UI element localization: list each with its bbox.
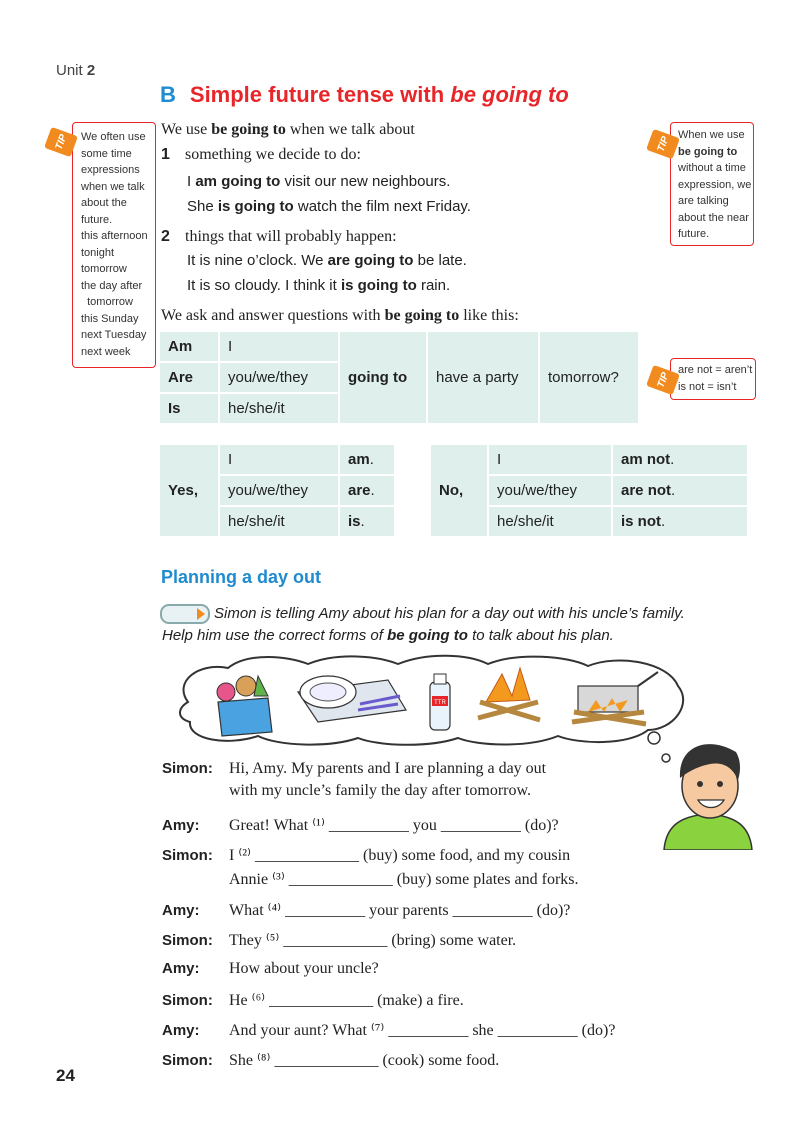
example-4: It is so cloudy. I think it is going to rain. xyxy=(187,277,451,294)
dialogue-line xyxy=(162,760,546,800)
tip-line: this Sunday xyxy=(81,312,139,325)
point-2: 2 things that will probably happen: xyxy=(161,228,397,245)
tip-box-time-expressions xyxy=(72,122,156,368)
tip-line: tomorrow xyxy=(81,296,133,308)
example-1: I am going to visit our new neighbours. xyxy=(187,173,451,190)
section-letter: B xyxy=(160,82,176,107)
going-to-cell: going to xyxy=(348,369,408,386)
tip-line: some time xyxy=(81,147,132,160)
water-bottle-icon xyxy=(430,674,450,730)
instruction-line-2: Help him use the correct forms of be going to to talk about his plan. xyxy=(162,627,614,644)
speaker-label: Amy: xyxy=(162,902,200,919)
no-answer-table: No, I am not. you/we/they are not. he/she/it is not. xyxy=(429,443,749,538)
tip-line: next week xyxy=(81,345,131,358)
speaker-label: Simon: xyxy=(162,932,213,949)
section-title: Simple future tense with xyxy=(189,82,451,107)
dialogue-text: Great! What ⁽¹⁾ __________ you __________ (do)? xyxy=(229,817,559,834)
dialogue-text: They ⁽⁵⁾ _____________ (bring) some water. xyxy=(229,932,517,949)
tip-line: tonight xyxy=(81,246,115,259)
tip-box-contractions: are not = aren’t is not = isn’t xyxy=(670,358,756,400)
tip-line: the day after xyxy=(81,279,143,292)
speaker-label: Simon: xyxy=(162,760,213,777)
tip-line: when we talk xyxy=(81,180,145,193)
point-1: 1 something we decide to do: xyxy=(161,146,361,163)
dialogue-text: And your aunt? What ⁽⁷⁾ __________ she __________ (do)? xyxy=(229,1022,616,1039)
unit-label: Unit 2 xyxy=(56,62,96,79)
tip-line: future. xyxy=(81,213,113,226)
dialogue-text-continued: Annie ⁽³⁾ _____________ (buy) some plates and forks. xyxy=(229,871,579,888)
tip-tag-icon: TIP xyxy=(44,127,78,157)
dialogue-line xyxy=(162,815,559,835)
dialogue-line xyxy=(162,960,379,978)
tip-line: next Tuesday xyxy=(81,329,147,341)
dialogue-text: I ⁽²⁾ _____________ (buy) some food, and my cousin xyxy=(229,847,571,864)
speaker-label: Simon: xyxy=(162,1052,213,1069)
dialogue-text: He ⁽⁶⁾ _____________ (make) a fire. xyxy=(229,992,464,1009)
dialogue-text: She ⁽⁸⁾ _____________ (cook) some food. xyxy=(229,1052,500,1069)
thought-cloud-illustration xyxy=(168,652,690,748)
speaker-label: Simon: xyxy=(162,992,213,1009)
dialogue-line xyxy=(162,1020,615,1040)
question-table: Am I going to have a party tomorrow? Are you/we/they Is he/she/it xyxy=(158,330,640,425)
dialogue-line xyxy=(162,1050,499,1070)
unit-number: 2 xyxy=(86,62,96,79)
section-heading xyxy=(160,82,569,108)
speaker-label: Amy: xyxy=(162,960,200,977)
tip-line: We often use xyxy=(81,131,146,143)
dialogue-text-continued: with my uncle’s family the day after tomorrow. xyxy=(229,782,531,799)
dialogue-text: What ⁽⁴⁾ __________ your parents __________ (do)? xyxy=(229,902,571,919)
play-icon xyxy=(197,608,205,620)
tip-tag-icon: TIP xyxy=(646,365,680,395)
audio-toggle-icon[interactable] xyxy=(160,604,210,624)
tip-tag-icon: TIP xyxy=(646,129,680,159)
intro-line: We use be going to when we talk about xyxy=(161,121,415,138)
speaker-label: Amy: xyxy=(162,817,200,834)
page-number: 24 xyxy=(56,1066,75,1085)
dialogue-line xyxy=(162,930,516,950)
boy-illustration xyxy=(640,722,760,850)
tip-text xyxy=(81,129,148,360)
example-3: It is nine o’clock. We are going to be late. xyxy=(187,252,467,269)
dialogue-line xyxy=(162,845,579,889)
ask-line: We ask and answer questions with be going to like this: xyxy=(161,307,519,324)
tip-line: this afternoon xyxy=(81,230,148,242)
dialogue-line xyxy=(162,900,570,920)
yes-answer-table: Yes, I am. you/we/they are. he/she/it is. xyxy=(158,443,396,538)
dialogue-text: How about your uncle? xyxy=(229,960,379,977)
example-2: She is going to watch the film next Friday. xyxy=(187,198,471,215)
dialogue-text: Hi, Amy. My parents and I are planning a day out xyxy=(229,760,547,777)
tip-line: tomorrow xyxy=(81,263,127,275)
tip-line: expressions xyxy=(81,164,140,176)
section-title-italic: be going to xyxy=(450,82,569,107)
dialogue-line xyxy=(162,990,464,1010)
speaker-label: Simon: xyxy=(162,847,213,864)
speaker-label: Amy: xyxy=(162,1022,200,1039)
tip-box-near-future: When we use be going to without a time expression, we are talking about the near future. xyxy=(670,122,754,246)
instruction-line-1: Simon is telling Amy about his plan for a day out with his uncle’s family. xyxy=(214,605,685,622)
tip-line: about the xyxy=(81,197,127,209)
svg-text:TTR: TTR xyxy=(434,700,446,706)
exercise-title: Planning a day out xyxy=(161,567,322,587)
